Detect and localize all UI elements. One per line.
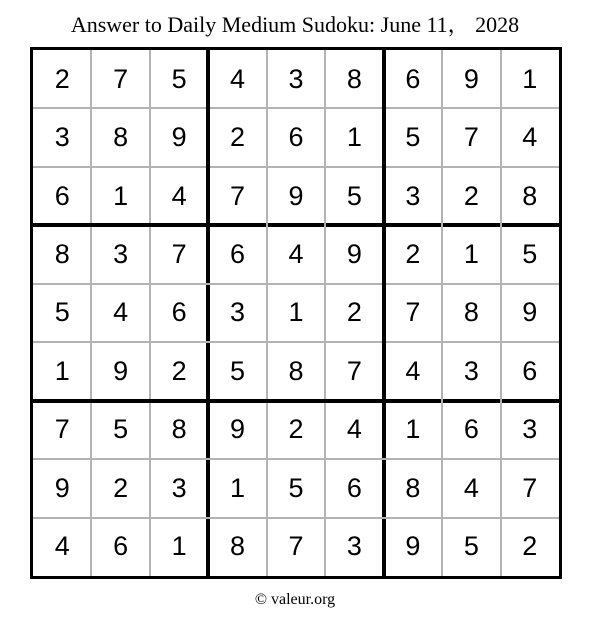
sudoku-cell-r8-c9: 7 xyxy=(522,472,538,503)
sudoku-cell-r6-c2: 9 xyxy=(113,355,129,386)
sudoku-cell-r4-c7: 2 xyxy=(405,239,421,270)
sudoku-cell-r1-c8: 9 xyxy=(463,63,479,94)
sudoku-cell-r6-c1: 1 xyxy=(54,355,70,386)
sudoku-cell-r4-c6: 9 xyxy=(346,239,362,270)
sudoku-cell-r5-c9: 9 xyxy=(522,297,538,328)
sudoku-cell-r6-c6: 7 xyxy=(346,355,362,386)
sudoku-cell-r6-c9: 6 xyxy=(522,355,538,386)
copyright-footer: © valeur.org xyxy=(254,591,336,608)
sudoku-cell-r4-c4: 6 xyxy=(230,239,246,270)
sudoku-cell-r6-c8: 3 xyxy=(463,355,479,386)
sudoku-cell-r1-c5: 3 xyxy=(288,63,304,94)
sudoku-cell-r5-c8: 8 xyxy=(463,297,479,328)
sudoku-cell-r9-c7: 9 xyxy=(405,531,421,562)
sudoku-board xyxy=(30,47,562,579)
sudoku-cell-r2-c8: 7 xyxy=(463,122,479,153)
sudoku-cell-r2-c1: 3 xyxy=(54,122,70,153)
sudoku-cell-r9-c6: 3 xyxy=(346,531,362,562)
sudoku-cell-r8-c6: 6 xyxy=(346,472,362,503)
sudoku-cell-r7-c6: 4 xyxy=(346,414,362,445)
sudoku-cell-r9-c3: 1 xyxy=(171,531,187,562)
sudoku-cell-r3-c3: 4 xyxy=(171,180,187,211)
sudoku-cell-r3-c4: 7 xyxy=(230,180,246,211)
sudoku-cell-r3-c8: 2 xyxy=(463,180,479,211)
sudoku-cell-r2-c9: 4 xyxy=(522,122,538,153)
sudoku-cell-r4-c1: 8 xyxy=(54,239,70,270)
sudoku-cell-r8-c1: 9 xyxy=(54,472,70,503)
sudoku-cell-r1-c3: 5 xyxy=(171,63,187,94)
sudoku-cell-r3-c6: 5 xyxy=(346,180,362,211)
sudoku-cell-r4-c3: 7 xyxy=(171,239,187,270)
sudoku-cell-r7-c8: 6 xyxy=(463,414,479,445)
sudoku-cell-r1-c4: 4 xyxy=(230,63,246,94)
sudoku-cell-r9-c8: 5 xyxy=(463,531,479,562)
sudoku-cell-r2-c7: 5 xyxy=(405,122,421,153)
sudoku-cell-r2-c4: 2 xyxy=(230,122,246,153)
sudoku-cell-r5-c3: 6 xyxy=(171,297,187,328)
sudoku-cell-r1-c6: 8 xyxy=(346,63,362,94)
sudoku-cell-r2-c3: 9 xyxy=(171,122,187,153)
sudoku-cell-r5-c6: 2 xyxy=(346,297,362,328)
sudoku-cell-r4-c9: 5 xyxy=(522,239,538,270)
sudoku-cell-r7-c5: 2 xyxy=(288,414,304,445)
sudoku-cell-r2-c2: 8 xyxy=(113,122,129,153)
sudoku-cell-r3-c9: 8 xyxy=(522,180,538,211)
sudoku-cell-r8-c8: 4 xyxy=(463,472,479,503)
sudoku-cell-r7-c2: 5 xyxy=(113,414,129,445)
sudoku-cell-r4-c2: 3 xyxy=(113,239,129,270)
sudoku-cell-r9-c4: 8 xyxy=(230,531,246,562)
sudoku-cell-r6-c7: 4 xyxy=(405,355,421,386)
sudoku-cell-r9-c1: 4 xyxy=(54,531,70,562)
sudoku-cell-r1-c1: 2 xyxy=(54,63,70,94)
sudoku-cell-r7-c7: 1 xyxy=(405,414,421,445)
sudoku-cell-r5-c4: 3 xyxy=(230,297,246,328)
sudoku-cell-r1-c9: 1 xyxy=(522,63,538,94)
sudoku-cell-r2-c6: 1 xyxy=(346,122,362,153)
sudoku-cell-r3-c5: 9 xyxy=(288,180,304,211)
sudoku-cell-r6-c4: 5 xyxy=(230,355,246,386)
sudoku-cell-r7-c4: 9 xyxy=(230,414,246,445)
sudoku-cell-r8-c2: 2 xyxy=(113,472,129,503)
sudoku-cell-r8-c5: 5 xyxy=(288,472,304,503)
sudoku-cell-r5-c7: 7 xyxy=(405,297,421,328)
sudoku-cell-r2-c5: 6 xyxy=(288,122,304,153)
sudoku-cell-r5-c1: 5 xyxy=(54,297,70,328)
sudoku-cell-r3-c1: 6 xyxy=(54,180,70,211)
sudoku-cell-r6-c5: 8 xyxy=(288,355,304,386)
sudoku-cell-r8-c3: 3 xyxy=(171,472,187,503)
sudoku-cell-r5-c5: 1 xyxy=(288,297,304,328)
sudoku-cell-r9-c9: 2 xyxy=(522,531,538,562)
sudoku-cell-r6-c3: 2 xyxy=(171,355,187,386)
sudoku-cell-r7-c9: 3 xyxy=(522,414,538,445)
sudoku-cell-r7-c1: 7 xyxy=(54,414,70,445)
sudoku-cell-r8-c4: 1 xyxy=(230,472,246,503)
sudoku-cell-r9-c5: 7 xyxy=(288,531,304,562)
sudoku-cell-r8-c7: 8 xyxy=(405,472,421,503)
sudoku-cell-r3-c7: 3 xyxy=(405,180,421,211)
sudoku-cell-r5-c2: 4 xyxy=(113,297,129,328)
sudoku-cell-r1-c7: 6 xyxy=(405,63,421,94)
sudoku-cell-r7-c3: 8 xyxy=(171,414,187,445)
sudoku-cell-r9-c2: 6 xyxy=(113,531,129,562)
puzzle-title: Answer to Daily Medium Sudoku: June 11， 2028 xyxy=(70,12,520,37)
sudoku-cell-r1-c2: 7 xyxy=(113,63,129,94)
sudoku-cell-r4-c5: 4 xyxy=(288,239,304,270)
sudoku-cell-r4-c8: 1 xyxy=(463,239,479,270)
sudoku-cell-r3-c2: 1 xyxy=(113,180,129,211)
